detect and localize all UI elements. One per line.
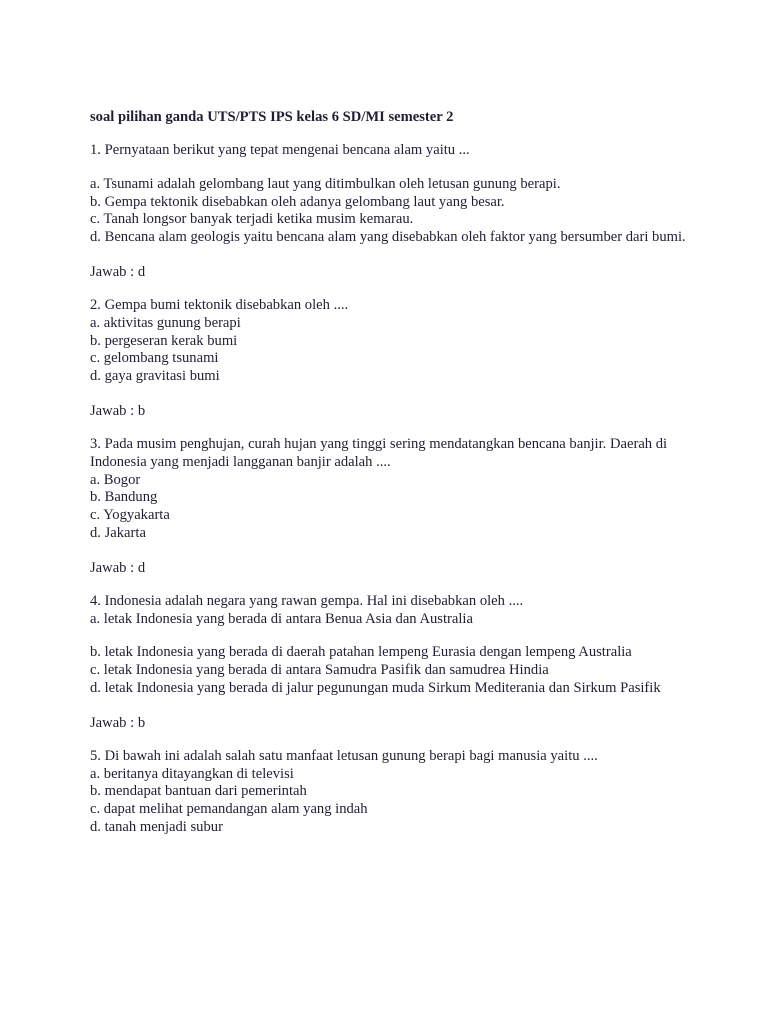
answer-2: Jawab : b	[90, 402, 146, 419]
option-c: c. Yogyakarta	[90, 507, 170, 524]
option-b: b. letak Indonesia yang berada di daerah patahan lempeng Eurasia dengan lempeng Australia	[90, 644, 632, 661]
answer-3: Jawab : d	[90, 559, 146, 576]
option-c: c. letak Indonesia yang berada di antara Samudra Pasifik dan samudrea Hindia	[90, 662, 549, 679]
option-d: d. tanah menjadi subur	[90, 818, 223, 835]
option-d: d. gaya gravitasi bumi	[90, 368, 220, 385]
option-a: a. Bogor	[90, 471, 141, 488]
option-d: d. Bencana alam geologis yaitu bencana alam yang disebabkan oleh faktor yang bersumber dari bumi.	[90, 229, 686, 246]
option-b: b. mendapat bantuan dari pemerintah	[90, 783, 307, 800]
question-block-4	[90, 593, 690, 698]
question-text: 2. Gempa bumi tektonik disebabkan oleh ....	[90, 296, 349, 313]
option-b: b. pergeseran kerak bumi	[90, 332, 238, 349]
option-b: b. Gempa tektonik disebabkan oleh adanya gelombang laut yang besar.	[90, 193, 505, 210]
option-a: a. Tsunami adalah gelombang laut yang ditimbulkan oleh letusan gunung berapi.	[90, 175, 561, 192]
question-block-2	[90, 297, 690, 386]
answer-4: Jawab : b	[90, 714, 146, 731]
option-d: d. Jakarta	[90, 524, 146, 541]
question-block-5	[90, 748, 690, 837]
option-d: d. letak Indonesia yang berada di jalur pegunungan muda Sirkum Mediterania dan Sirkum Pasifik	[90, 679, 661, 696]
option-a: a. aktivitas gunung berapi	[90, 314, 241, 331]
answer-1: Jawab : d	[90, 263, 146, 280]
question-block-1	[90, 142, 690, 247]
option-a: a. beritanya ditayangkan di televisi	[90, 765, 294, 782]
option-c: c. Tanah longsor banyak terjadi ketika musim kemarau.	[90, 211, 414, 228]
option-a: a. letak Indonesia yang berada di antara Benua Asia dan Australia	[90, 610, 473, 627]
option-c: c. dapat melihat pemandangan alam yang indah	[90, 801, 368, 818]
document-page	[90, 108, 690, 853]
question-block-3	[90, 436, 690, 543]
document-title: soal pilihan ganda UTS/PTS IPS kelas 6 SD/MI semester 2	[90, 109, 454, 125]
option-c: c. gelombang tsunami	[90, 350, 219, 367]
question-text: 4. Indonesia adalah negara yang rawan gempa. Hal ini disebabkan oleh ....	[90, 592, 524, 609]
option-b: b. Bandung	[90, 489, 158, 506]
question-text: 5. Di bawah ini adalah salah satu manfaat letusan gunung berapi bagi manusia yaitu ....	[90, 747, 598, 764]
question-text: 1. Pernyataan berikut yang tepat mengenai bencana alam yaitu ...	[90, 142, 470, 158]
question-text: 3. Pada musim penghujan, curah hujan yang tinggi sering mendatangkan bencana banjir. Daerah di Indonesia yang menjadi langganan banjir adalah ....	[90, 435, 668, 470]
